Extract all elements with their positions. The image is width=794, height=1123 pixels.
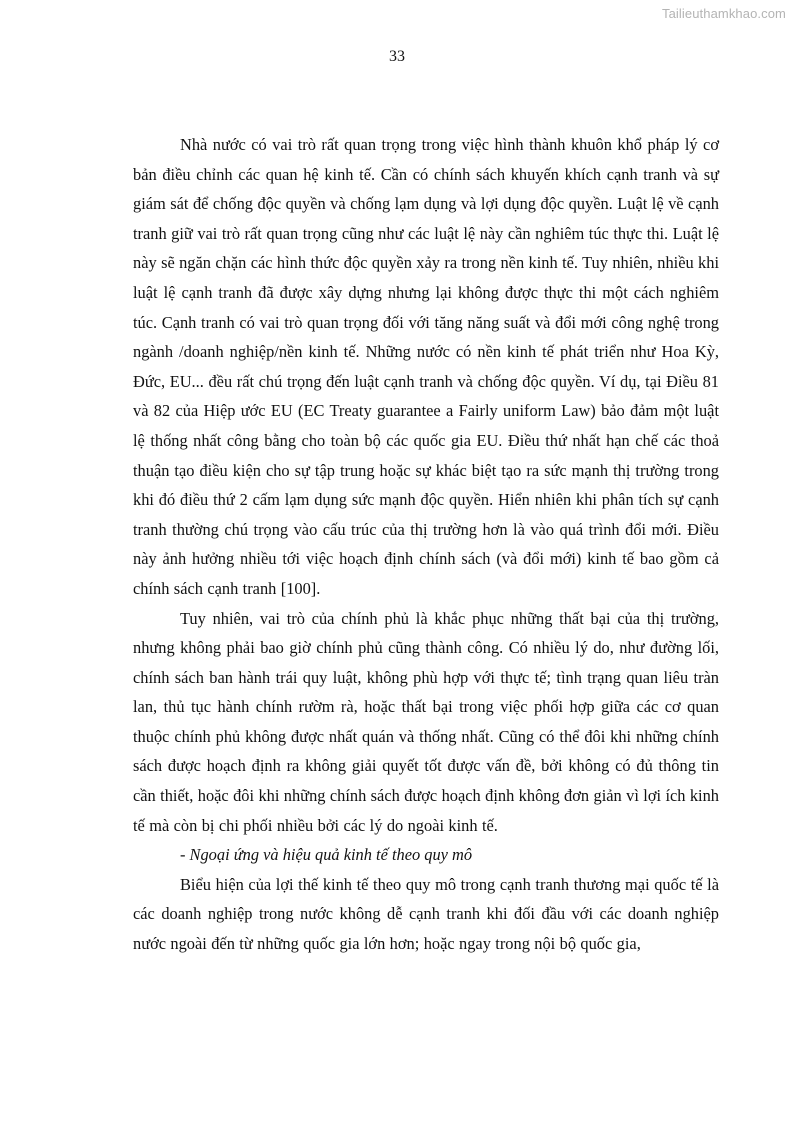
paragraph-3: Biểu hiện của lợi thế kinh tế theo quy mô trong cạnh tranh thương mại quốc tế là các doanh nghiệp trong nước không dễ cạnh tranh khi đối đầu với các doanh nghiệp nước ngoài đến từ những quốc gia lớn hơn; hoặc ngay trong nội bộ quốc gia, [133,874,719,954]
paragraph-2: Tuy nhiên, vai trò của chính phủ là khắc phục những thất bại của thị trường, nhưng không phải bao giờ chính phủ cũng thành công. Có nhiều lý do, như đường lối, chính sách ban hành trái quy luật, không phù hợp với thực tế; tình trạng quan liêu tràn lan, thủ tục hành chính rườm rà, hoặc thất bại trong việc phối hợp giữa các cơ quan thuộc chính phủ không được nhất quán và thống nhất. Cũng có thể đôi khi những chính sách được hoạch định ra không giải quyết tốt được vấn đề, bởi không có đủ thông tin cần thiết, hoặc đôi khi những chính sách được hoạch định không đơn giản vì lợi ích kinh tế mà còn bị chi phối nhiều bởi các lý do ngoài kinh tế. [133,608,720,835]
document-body [133,130,719,959]
page-number: 33 [389,48,405,65]
paragraph-1: Nhà nước có vai trò rất quan trọng trong việc hình thành khuôn khổ pháp lý cơ bản điều chỉnh các quan hệ kinh tế. Cần có chính sách khuyến khích cạnh tranh và sự giám sát để chống độc quyền và chống lạm dụng và lợi dụng độc quyền. Luật lệ về cạnh tranh giữ vai trò rất quan trọng cũng như các luật lệ này cần nghiêm túc thực thi. Luật lệ này sẽ ngăn chặn các hình thức độc quyền xảy ra trong nền kinh tế. Tuy nhiên, nhiều khi luật lệ cạnh tranh đã được xây dựng nhưng lại không được thực thi một cách nghiêm túc. Cạnh tranh có vai trò quan trọng đối với tăng năng suất và đổi mới công nghệ trong ngành /doanh nghiệp/nền kinh tế. Những nước có nền kinh tế phát triển như Hoa Kỳ, Đức, EU... đều rất chú trọng đến luật cạnh tranh và chống độc quyền. Ví dụ, tại Điều 81 và 82 của Hiệp ước EU (EC Treaty guarantee a Fairly uniform Law) bảo đảm một luật lệ thống nhất công bằng cho toàn bộ các quốc gia EU. Điều thứ nhất hạn chế các thoả thuận tạo điều kiện cho sự tập trung hoặc sự khác biệt tạo ra sức mạnh thị trường trong khi đó điều thứ 2 cấm lạm dụng sức mạnh độc quyền. Hiển nhiên khi phân tích sự cạnh tranh thường chú trọng vào cấu trúc của thị trường hơn là vào quá trình đổi mới. Điều này ảnh hưởng nhiều tới việc hoạch định chính sách (và đổi mới) kinh tế bao gồm cả chính sách cạnh tranh [100]. [133,135,720,598]
section-heading: - Ngoại ứng và hiệu quả kinh tế theo quy mô [180,845,473,865]
watermark-text: Tailieuthamkhao.com [661,6,786,21]
